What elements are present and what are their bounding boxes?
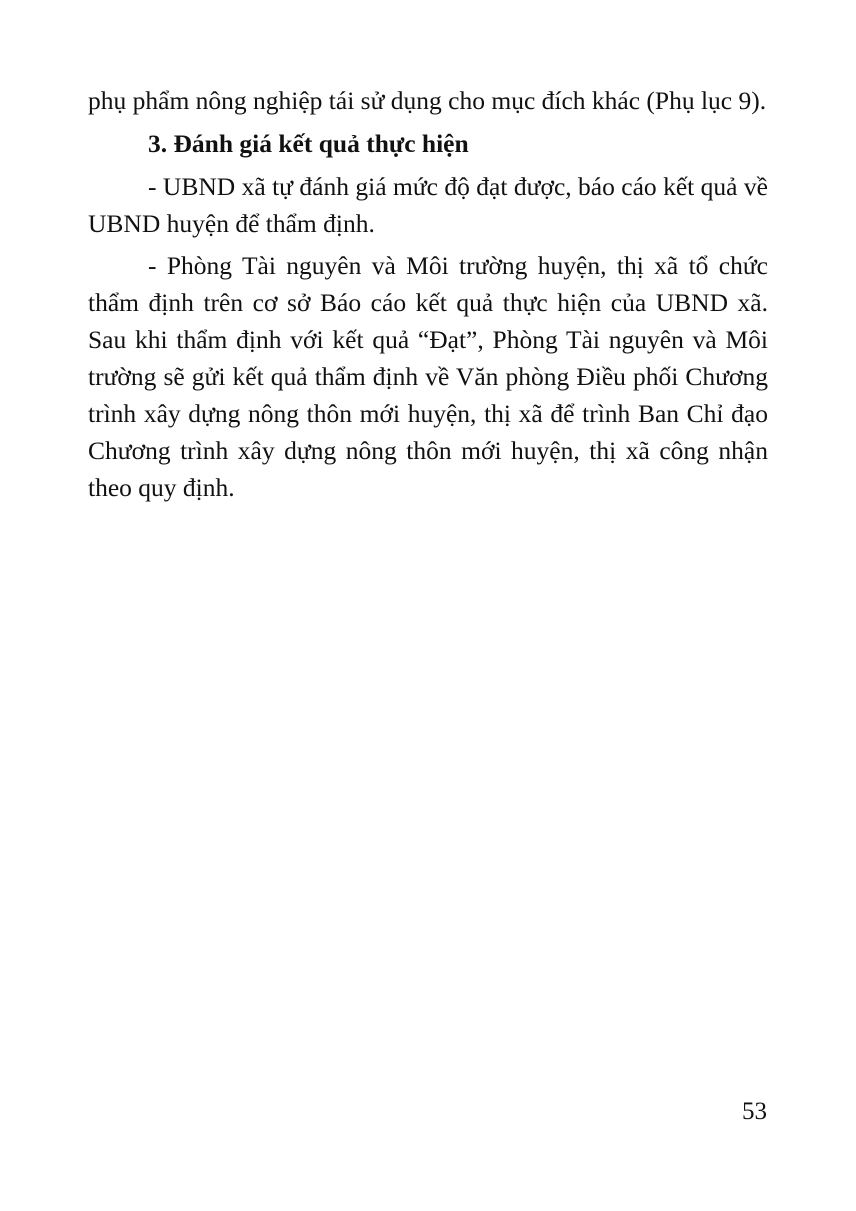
paragraph-appraisal: - Phòng Tài nguyên và Môi trường huyện, thị xã tổ chức thẩm định trên cơ sở Báo cáo kết quả thực hiện của UBND xã. Sau khi thẩm định với kết quả “Đạt”, Phòng Tài nguyên và Môi trường sẽ gửi kết quả thẩm định về Văn phòng Điều phối Chương trình xây dựng nông thôn mới huyện, thị xã để trình Ban Chỉ đạo Chương trình xây dựng nông thôn mới huyện, thị xã công nhận theo quy định.: [88, 251, 768, 502]
page-number: 53: [742, 1098, 767, 1125]
section-heading: 3. Đánh giá kết quả thực hiện: [148, 129, 469, 158]
paragraph-self-assessment: - UBND xã tự đánh giá mức độ đạt được, báo cáo kết quả về UBND huyện để thẩm định.: [88, 172, 768, 238]
page-body: [88, 82, 768, 506]
continuation-paragraph: phụ phẩm nông nghiệp tái sử dụng cho mục đích khác (Phụ lục 9).: [88, 86, 767, 115]
